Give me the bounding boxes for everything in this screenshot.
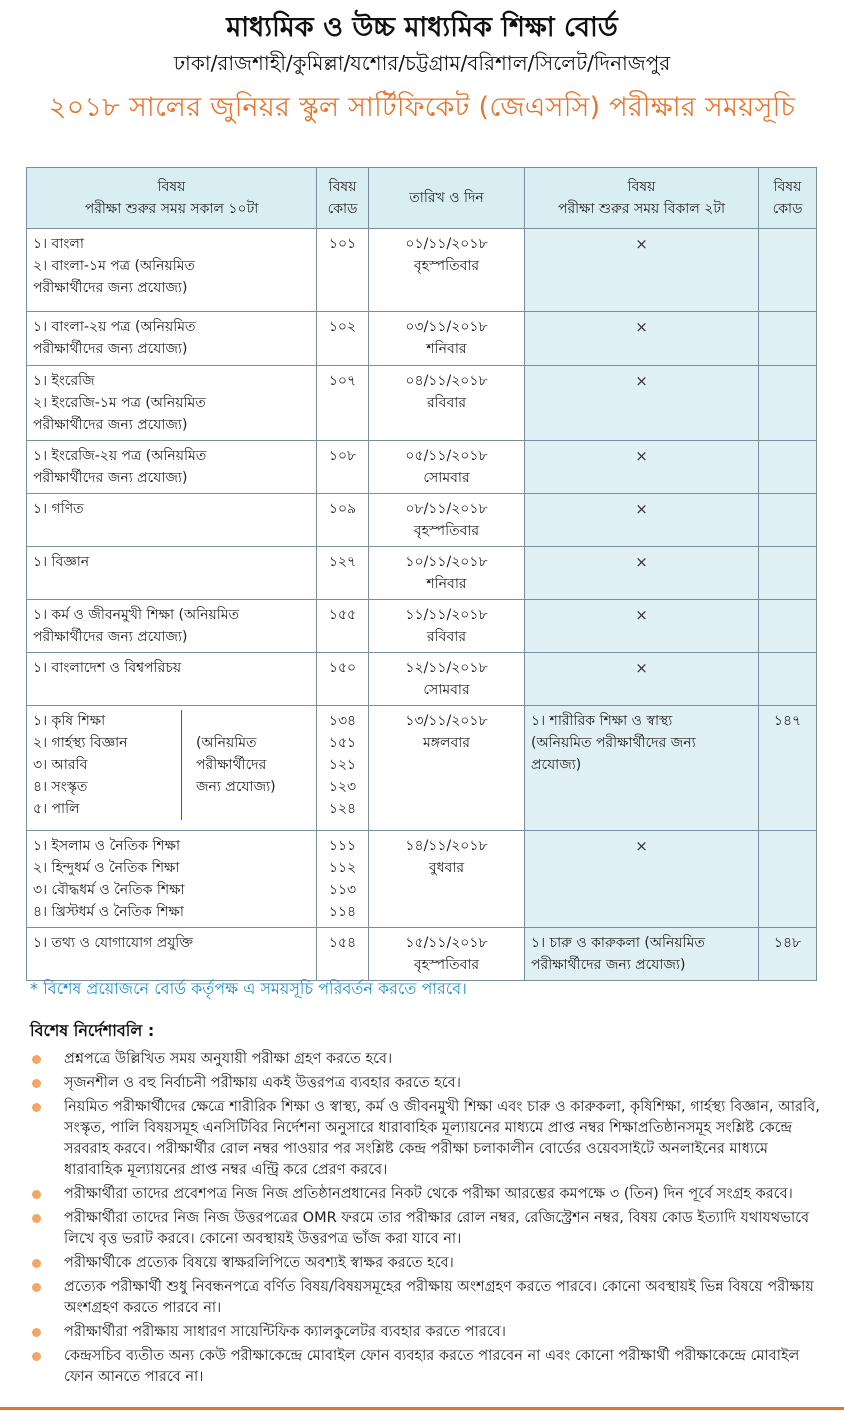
- code-cell: ১০২: [317, 312, 369, 366]
- subject-cell: ১। তথ্য ও যোগাযোগ প্রযুক্তি: [27, 928, 317, 981]
- table-row: [27, 494, 817, 547]
- pm-code-cell: [759, 229, 817, 312]
- list-item: পরীক্ষার্থীরা তাদের প্রবেশপত্র নিজ নিজ প্রতিষ্ঠানপ্রধানের নিকট থেকে পরীক্ষা আরম্ভের কমপক্ষে ৩ (তিন) দিন পূর্বে সংগ্রহ করবে।: [30, 1184, 820, 1205]
- pm-subject-cell: ×: [525, 600, 759, 653]
- table-row: [27, 600, 817, 653]
- list-item: পরীক্ষার্থীরা পরীক্ষায় সাধারণ সায়েন্টিফিক ক্যালকুলেটর ব্যবহার করতে পারবে।: [30, 1322, 820, 1343]
- pm-code-cell: ১৪৮: [759, 928, 817, 981]
- date-cell: ১২/১১/২০১৮ সোমবার: [369, 653, 525, 706]
- pm-subject-cell: ×: [525, 229, 759, 312]
- subject-cell: ১। বাংলা ২। বাংলা-১ম পত্র (অনিয়মিত পরীক্ষার্থীদের জন্য প্রযোজ্য): [27, 229, 317, 312]
- code-cell: ১০১: [317, 229, 369, 312]
- date-cell: ১০/১১/২০১৮ শনিবার: [369, 547, 525, 600]
- table-row: [27, 366, 817, 441]
- table-header-row: [27, 168, 817, 229]
- code-cell: ১১১ ১১২ ১১৩ ১১৪: [317, 831, 369, 928]
- code-cell: ১৩৪ ১৫১ ১২১ ১২৩ ১২৪: [317, 706, 369, 831]
- pm-code-cell: [759, 653, 817, 706]
- date-cell: ০৫/১১/২০১৮ সোমবার: [369, 441, 525, 494]
- subject-cell: ১। গণিত: [27, 494, 317, 547]
- table-row-religion: [27, 831, 817, 928]
- date-cell: ১৩/১১/২০১৮ মঙ্গলবার: [369, 706, 525, 831]
- bottom-divider: [0, 1407, 844, 1410]
- header-code-pm: বিষয় কোড: [759, 168, 817, 229]
- subject-cell: ১। ইসলাম ও নৈতিক শিক্ষা ২। হিন্দুধর্ম ও নৈতিক শিক্ষা ৩। বৌদ্ধধর্ম ও নৈতিক শিক্ষা ৪। খ্রিস্টধর্ম ও নৈতিক শিক্ষা: [27, 831, 317, 928]
- optional-subject-list: ১। কৃষি শিক্ষা ২। গার্হস্থ্য বিজ্ঞান ৩। আরবি ৪। সংস্কৃত ৫। পালি: [33, 710, 182, 820]
- header-code: বিষয় কোড: [317, 168, 369, 229]
- bullet-icon: [32, 1328, 41, 1337]
- pm-code-cell: [759, 441, 817, 494]
- bullet-icon: [32, 1079, 41, 1088]
- subject-cell: ১। বিজ্ঞান: [27, 547, 317, 600]
- pm-subject-cell: ×: [525, 441, 759, 494]
- list-item: নিয়মিত পরীক্ষার্থীদের ক্ষেত্রে শারীরিক শিক্ষা ও স্বাস্থ্য, কর্ম ও জীবনমুখী শিক্ষা এবং চারু ও কারুকলা, কৃষিশিক্ষা, গার্হস্থ্য বিজ্ঞান, আরবি, সংস্কৃত, পালি বিষয়সমূহ এনসিটিবির নির্দেশনা অনুসারে ধারাবাহিক মূল্যায়নের মাধ্যমে প্রাপ্ত নম্বর শিক্ষাপ্রতিষ্ঠানসমূহ সংশ্লিষ্ট কেন্দ্রে সরবরাহ করবে। পরীক্ষার্থীর রোল নম্বর পাওয়ার পর সংশ্লিষ্ট কেন্দ্র পরীক্ষা চলাকালীন বোর্ডের ওয়েবসাইটে অনলাইনের মাধ্যমে ধারাবাহিক মূল্যায়নের প্রাপ্ত নম্বর এন্ট্রি করে প্রেরণ করবে।: [30, 1097, 820, 1181]
- table-row: [27, 547, 817, 600]
- bullet-icon: [32, 1190, 41, 1199]
- header-subject-am: বিষয় পরীক্ষা শুরুর সময় সকাল ১০টা: [27, 168, 317, 229]
- subject-cell: ১। বাংলাদেশ ও বিশ্বপরিচয়: [27, 653, 317, 706]
- subject-cell: ১। বাংলা-২য় পত্র (অনিয়মিত পরীক্ষার্থীদের জন্য প্রযোজ্য): [27, 312, 317, 366]
- code-cell: ১০৭: [317, 366, 369, 441]
- exam-routine-table: [26, 167, 817, 981]
- pm-subject-cell: ×: [525, 494, 759, 547]
- pm-subject-cell: ১। শারীরিক শিক্ষা ও স্বাস্থ্য (অনিয়মিত পরীক্ষার্থীদের জন্য প্রযোজ্য): [525, 706, 759, 831]
- optional-subject-group: [33, 710, 310, 820]
- schedule-change-note: * বিশেষ প্রয়োজনে বোর্ড কর্তৃপক্ষ এ সময়সূচি পরিবর্তন করতে পারবে।: [30, 979, 467, 998]
- list-item: কেন্দ্রসচিব ব্যতীত অন্য কেউ পরীক্ষাকেন্দ্রে মোবাইল ফোন ব্যবহার করতে পারবেন না এবং কোনো পরীক্ষার্থী পরীক্ষাকেন্দ্রে মোবাইল ফোন আনতে পারবে না।: [30, 1346, 820, 1388]
- subject-cell: [27, 706, 317, 831]
- subject-cell: ১। ইংরেজি ২। ইংরেজি-১ম পত্র (অনিয়মিত পরীক্ষার্থীদের জন্য প্রযোজ্য): [27, 366, 317, 441]
- list-item: সৃজনশীল ও বহু নির্বাচনী পরীক্ষায় একই উত্তরপত্র ব্যবহার করতে হবে।: [30, 1073, 820, 1094]
- header-date-day: তারিখ ও দিন: [369, 168, 525, 229]
- optional-subject-note: (অনিয়মিত পরীক্ষার্থীদের জন্য প্রযোজ্য): [196, 735, 276, 795]
- bullet-icon: [32, 1214, 41, 1223]
- page-header: [0, 0, 844, 130]
- bullet-icon: [32, 1352, 41, 1361]
- list-item: প্রশ্নপত্রে উল্লিখিত সময় অনুযায়ী পরীক্ষা গ্রহণ করতে হবে।: [30, 1049, 820, 1070]
- subject-cell: ১। কর্ম ও জীবনমুখী শিক্ষা (অনিয়মিত পরীক্ষার্থীদের জন্য প্রযোজ্য): [27, 600, 317, 653]
- bullet-icon: [32, 1259, 41, 1268]
- date-cell: ০১/১১/২০১৮ বৃহস্পতিবার: [369, 229, 525, 312]
- pm-code-cell: [759, 312, 817, 366]
- board-name: মাধ্যমিক ও উচ্চ মাধ্যমিক শিক্ষা বোর্ড: [226, 12, 618, 43]
- exam-title: ২০১৮ সালের জুনিয়র স্কুল সার্টিফিকেট (জেএসসি) পরীক্ষার সময়সূচি: [48, 92, 796, 123]
- bullet-icon: [32, 1283, 41, 1292]
- header-subject-pm: বিষয় পরীক্ষা শুরুর সময় বিকাল ২টা: [525, 168, 759, 229]
- bullet-icon: [32, 1103, 41, 1112]
- date-cell: ১৫/১১/২০১৮ বৃহস্পতিবার: [369, 928, 525, 981]
- code-cell: ১২৭: [317, 547, 369, 600]
- table-row: [27, 653, 817, 706]
- code-cell: ১০৮: [317, 441, 369, 494]
- pm-subject-cell: ×: [525, 312, 759, 366]
- date-cell: ১৪/১১/২০১৮ বুধবার: [369, 831, 525, 928]
- instructions-title: বিশেষ নির্দেশাবলি :: [30, 1021, 155, 1040]
- table-row: [27, 441, 817, 494]
- pm-subject-cell: ×: [525, 547, 759, 600]
- pm-code-cell: [759, 831, 817, 928]
- pm-code-cell: ১৪৭: [759, 706, 817, 831]
- date-cell: ০৩/১১/২০১৮ শনিবার: [369, 312, 525, 366]
- board-cities: ঢাকা/রাজশাহী/কুমিল্লা/যশোর/চট্টগ্রাম/বরিশাল/সিলেট/দিনাজপুর: [173, 51, 671, 75]
- code-cell: ১৫৪: [317, 928, 369, 981]
- pm-subject-cell: ১। চারু ও কারুকলা (অনিয়মিত পরীক্ষার্থীদের জন্য প্রযোজ্য): [525, 928, 759, 981]
- list-item: পরীক্ষার্থীরা তাদের নিজ নিজ উত্তরপত্রের OMR ফরমে তার পরীক্ষার রোল নম্বর, রেজিস্ট্রেশন নম্বর, বিষয় কোড ইত্যাদি যথাযথভাবে লিখে বৃত্ত ভরাট করবে। কোনো অবস্থায়ই উত্তরপত্র ভাঁজ করা যাবে না।: [30, 1208, 820, 1250]
- table-row: [27, 312, 817, 366]
- subject-cell: ১। ইংরেজি-২য় পত্র (অনিয়মিত পরীক্ষার্থীদের জন্য প্রযোজ্য): [27, 441, 317, 494]
- bullet-icon: [32, 1055, 41, 1064]
- pm-code-cell: [759, 494, 817, 547]
- list-item: প্রত্যেক পরীক্ষার্থী শুধু নিবন্ধনপত্রে বর্ণিত বিষয়/বিষয়সমূহের পরীক্ষায় অংশগ্রহণ করতে পারবে। কোনো অবস্থায়ই ভিন্ন বিষয়ে পরীক্ষায় অংশগ্রহণ করতে পারবে না।: [30, 1277, 820, 1319]
- pm-code-cell: [759, 366, 817, 441]
- instructions-list: [30, 1049, 820, 1388]
- date-cell: ০৮/১১/২০১৮ বৃহস্পতিবার: [369, 494, 525, 547]
- pm-subject-cell: ×: [525, 831, 759, 928]
- table-row-optional-subjects: [27, 706, 817, 831]
- table-row: [27, 229, 817, 312]
- date-cell: ০৪/১১/২০১৮ রবিবার: [369, 366, 525, 441]
- pm-subject-cell: ×: [525, 366, 759, 441]
- date-cell: ১১/১১/২০১৮ রবিবার: [369, 600, 525, 653]
- pm-code-cell: [759, 600, 817, 653]
- code-cell: ১০৯: [317, 494, 369, 547]
- pm-code-cell: [759, 547, 817, 600]
- code-cell: ১৫০: [317, 653, 369, 706]
- table-row-ict: [27, 928, 817, 981]
- code-cell: ১৫৫: [317, 600, 369, 653]
- special-instructions: [30, 1018, 820, 1391]
- pm-subject-cell: ×: [525, 653, 759, 706]
- list-item: পরীক্ষার্থীকে প্রত্যেক বিষয়ে স্বাক্ষরলিপিতে অবশ্যই স্বাক্ষর করতে হবে।: [30, 1253, 820, 1274]
